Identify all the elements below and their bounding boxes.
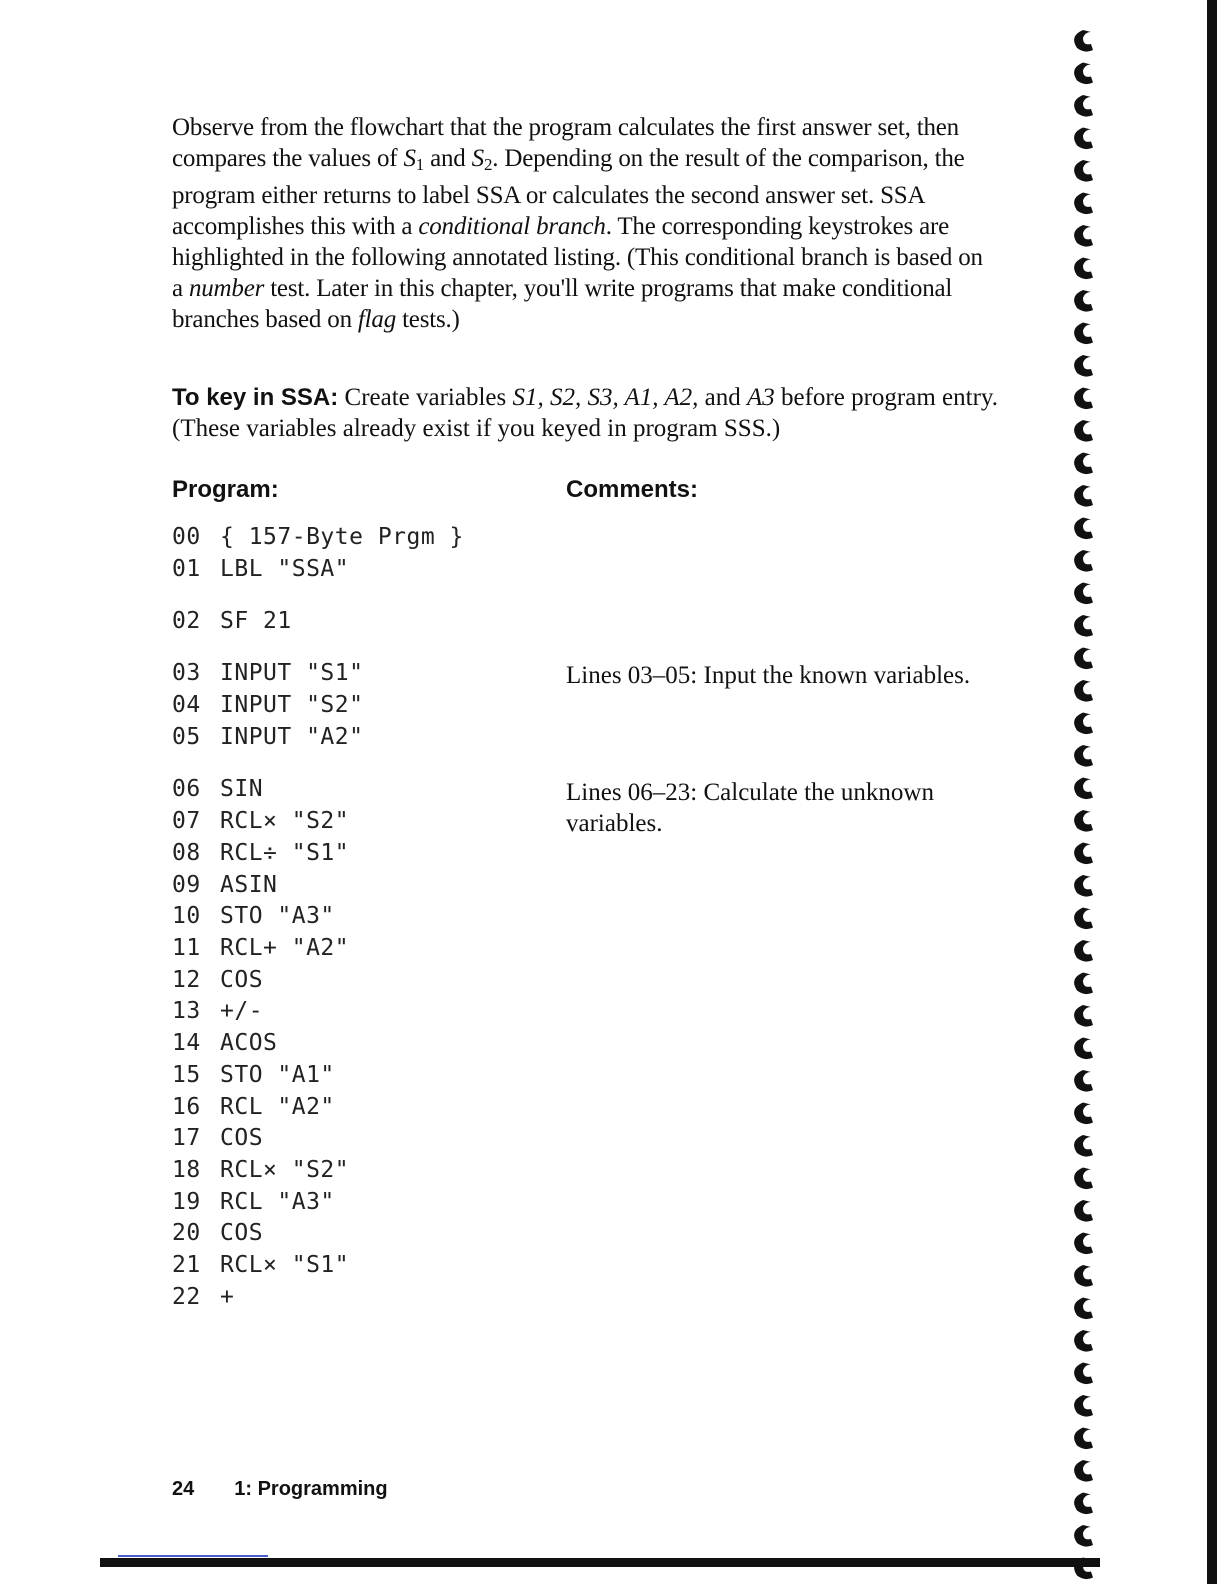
listing-line: 01 LBL "SSA" (172, 556, 350, 582)
binding-coil (1074, 1363, 1093, 1385)
binding-coil (1074, 63, 1093, 85)
binding-coil (1074, 615, 1093, 637)
binding-coil (1074, 193, 1093, 215)
page-footer (172, 1478, 388, 1501)
page-number: 24 (172, 1478, 195, 1500)
binding-coil (1074, 745, 1093, 767)
listing-line: 07 RCL× "S2" (172, 808, 350, 834)
binding-coil (1074, 810, 1093, 832)
binding-coil (1074, 1330, 1093, 1352)
listing-line: 14 ACOS (172, 1030, 278, 1056)
binding-coil (1074, 973, 1093, 995)
listing-line: 18 RCL× "S2" (172, 1157, 350, 1183)
binding-coil (1074, 225, 1093, 247)
binding-coil (1074, 1460, 1093, 1482)
binding-coil (1074, 1070, 1093, 1092)
listing-line: 08 RCL÷ "S1" (172, 840, 350, 866)
binding-coil (1074, 323, 1093, 345)
binding-coil (1074, 420, 1093, 442)
listing-line: 06 SIN (172, 776, 264, 802)
binding-coil (1074, 648, 1093, 670)
binding-coil (1074, 713, 1093, 735)
binding-coil (1074, 1200, 1093, 1222)
key-in-instructions: To key in SSA: Create variables S1, S2, S3, A1, A2, and A3 before program entry. (These variables already exist if you keyed in program SSS.) (172, 384, 999, 442)
binding-coil (1074, 1233, 1093, 1255)
listing-line: 10 STO "A3" (172, 903, 335, 929)
binding-coil (1074, 778, 1093, 800)
comment-calc-lines: Lines 06–23: Calculate the unknown variables. (566, 779, 934, 837)
listing-line: 13 +/- (172, 998, 264, 1024)
binding-coil (1074, 1038, 1093, 1060)
binding-coil (1074, 940, 1093, 962)
listing-line: 05 INPUT "A2" (172, 724, 364, 750)
binding-coil (1074, 1395, 1093, 1417)
binding-coil (1074, 1265, 1093, 1287)
spiral-binding-graphic (1039, 0, 1224, 1584)
binding-coil (1074, 1005, 1093, 1027)
s2-symbol: S (471, 145, 484, 172)
comment-input-lines: Lines 03–05: Input the known variables. (566, 662, 971, 689)
divider (100, 1558, 1100, 1567)
binding-coil (1074, 1525, 1093, 1547)
binding-coil (1074, 485, 1093, 507)
comments-header: Comments: (566, 476, 699, 503)
listing-line: 04 INPUT "S2" (172, 692, 364, 718)
listing-line: 03 INPUT "S1" (172, 660, 364, 686)
binding-coil (1074, 355, 1093, 377)
listing-line: 15 STO "A1" (172, 1062, 335, 1088)
program-header: Program: (172, 476, 279, 503)
listing-line: 21 RCL× "S1" (172, 1252, 350, 1278)
binding-coil (1074, 30, 1093, 52)
intro-paragraph: Observe from the flowchart that the program calculates the first answer set, then compares the values of $S_1$ and $S_2$. Depending on the result of the comparison, the program either returns to label SSA or calculates the second answer set. SSA accomplishes this with a conditional branch. The corresponding keystrokes are highlighted in the following annotated listing. (This conditional branch is based on a number test. Later in this chapter, you'll write programs that make conditional branches based on flag tests.) (172, 114, 983, 333)
binding-coil (1074, 258, 1093, 280)
binding-coil (1074, 518, 1093, 540)
binding-coil (1074, 453, 1093, 475)
binding-coil (1074, 290, 1093, 312)
binding-coil (1074, 843, 1093, 865)
listing-line: 16 RCL "A2" (172, 1094, 335, 1120)
binding-coil (1074, 908, 1093, 930)
binding-coil (1074, 1298, 1093, 1320)
listing-line: 11 RCL+ "A2" (172, 935, 350, 961)
divider (118, 1555, 268, 1557)
binding-coil (1074, 1493, 1093, 1515)
binding-coil (1074, 550, 1093, 572)
binding-coil (1074, 160, 1093, 182)
binding-coil (1074, 1103, 1093, 1125)
listing-line: 20 COS (172, 1220, 264, 1246)
listing-line: 09 ASIN (172, 872, 278, 898)
listing-line: 02 SF 21 (172, 608, 292, 634)
binding-coil (1074, 388, 1093, 410)
binding-coil (1074, 95, 1093, 117)
binding-coil (1074, 128, 1093, 150)
listing-line: 00 { 157-Byte Prgm } (172, 524, 464, 550)
chapter-title: 1: Programming (234, 1478, 388, 1500)
binding-coil (1074, 1428, 1093, 1450)
listing-line: 17 COS (172, 1125, 264, 1151)
listing-line: 22 + (172, 1284, 235, 1310)
binding-coil (1074, 1168, 1093, 1190)
key-in-heading: To key in SSA: (172, 384, 339, 411)
binding-coil (1074, 680, 1093, 702)
listing-line: 12 COS (172, 967, 264, 993)
binding-coil (1074, 1135, 1093, 1157)
listing-line: 19 RCL "A3" (172, 1189, 335, 1215)
binding-coil (1074, 583, 1093, 605)
binding-coil (1074, 875, 1093, 897)
